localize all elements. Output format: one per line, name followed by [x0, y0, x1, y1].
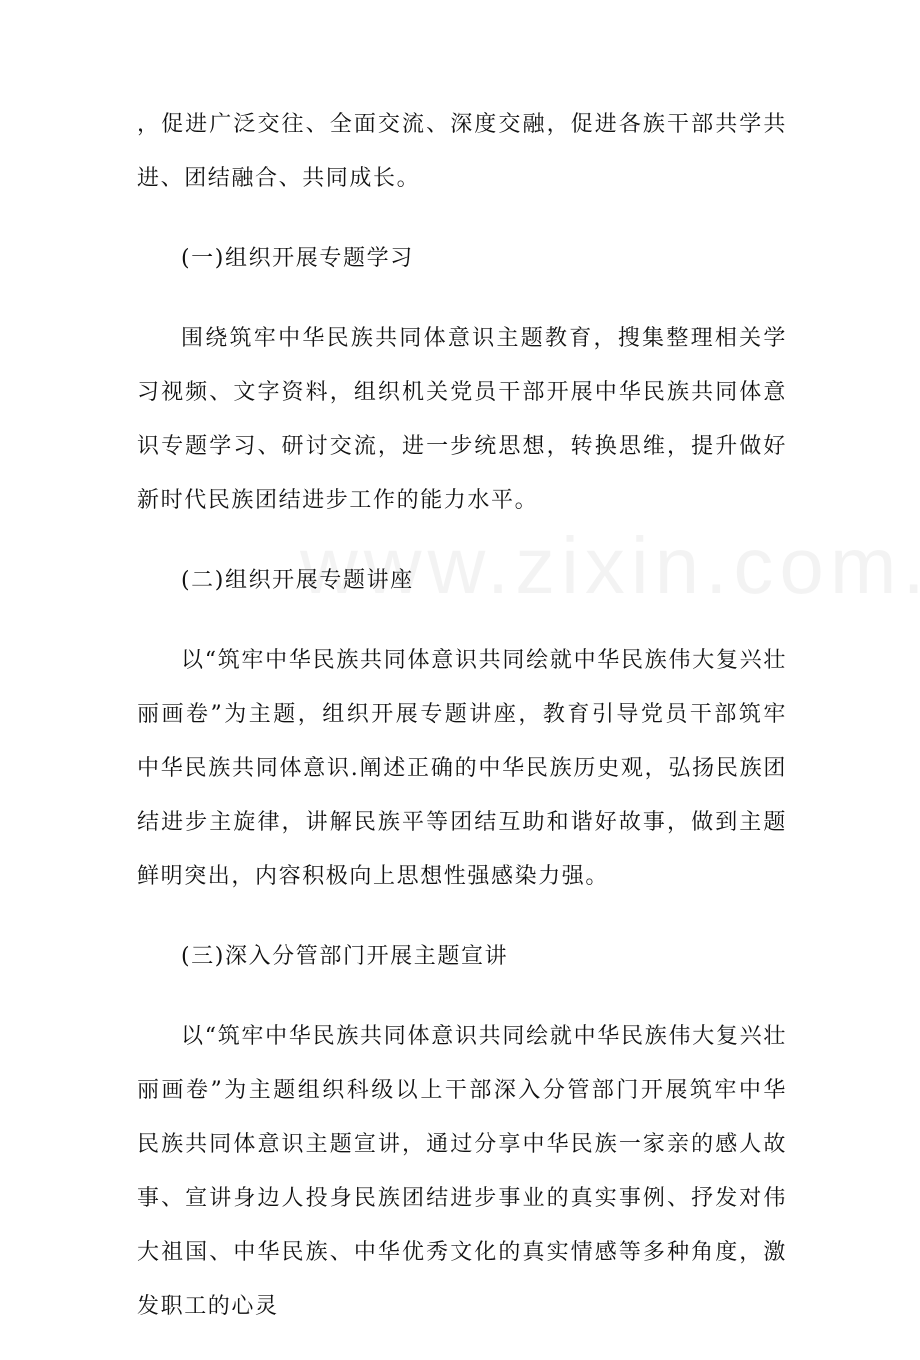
- section-3-heading: (三)深入分管部门开展主题宣讲: [181, 944, 509, 969]
- section-2-paragraph: 以“筑牢中华民族共同体意识共同绘就中华民族伟大复兴壮丽画卷”为主题，组织开展专题讲座，教育引导党员干部筑牢中华民族共同体意识.阐述正确的中华民族历史观，弘扬民族团结进步主旋律，讲解民族平等团结互助和谐好故事，做到主题鲜明突出，内容积极向上思想性强感染力强。: [137, 648, 787, 889]
- section-3-paragraph: 以“筑牢中华民族共同体意识共同绘就中华民族伟大复兴壮丽画卷”为主题组织科级以上干部深入分管部门开展筑牢中华民族共同体意识主题宣讲，通过分享中华民族一家亲的感人故事、宣讲身边人投身民族团结进步事业的真实事例、抒发对伟大祖国、中华民族、中华优秀文化的真实情感等多种角度，激发职工的心灵: [137, 1024, 787, 1319]
- section-2-heading: (二)组织开展专题讲座: [181, 568, 414, 593]
- section-1-paragraph: 围绕筑牢中华民族共同体意识主题教育，搜集整理相关学习视频、文字资料，组织机关党员干部开展中华民族共同体意识专题学习、研讨交流，进一步统思想，转换思维，提升做好新时代民族团结进步工作的能力水平。: [137, 326, 787, 513]
- intro-paragraph: ，促进广泛交往、全面交流、深度交融，促进各族干部共学共进、团结融合、共同成长。: [137, 112, 787, 191]
- document-body: [137, 98, 787, 1360]
- section-1-heading: (一)组织开展专题学习: [181, 246, 414, 271]
